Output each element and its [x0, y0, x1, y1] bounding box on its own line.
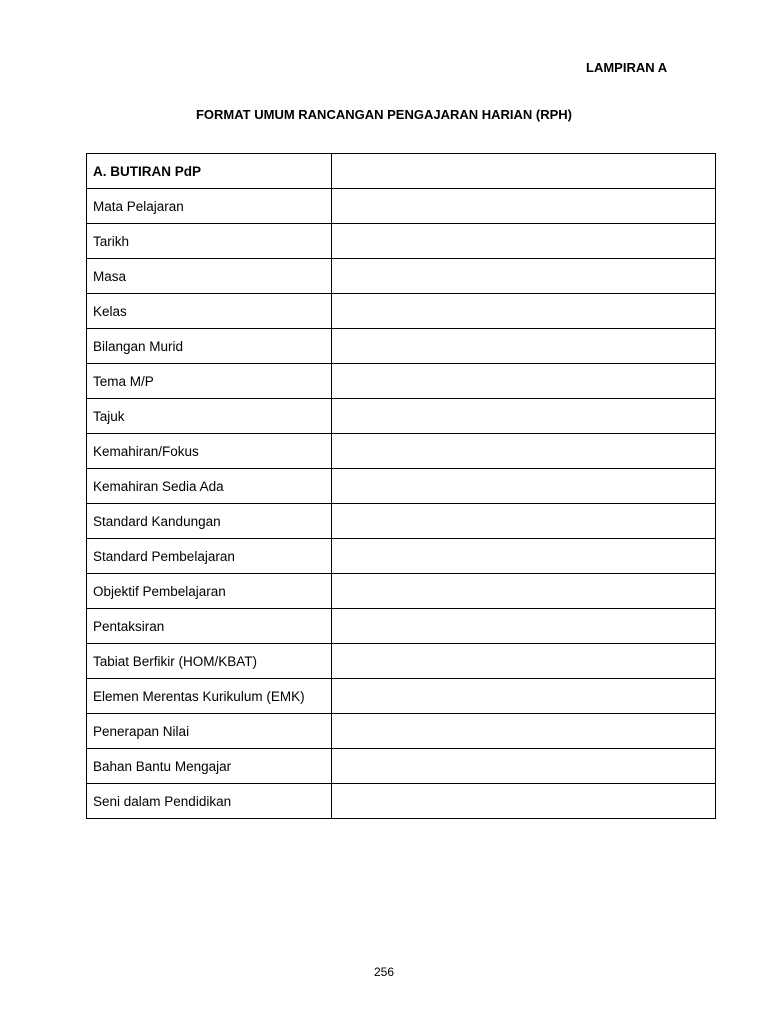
row-label: Mata Pelajaran [87, 189, 332, 224]
table-row [87, 259, 716, 294]
table-header-value [332, 154, 716, 189]
table-row [87, 539, 716, 574]
row-value-field [332, 224, 716, 259]
table-row [87, 469, 716, 504]
table-row [87, 784, 716, 819]
table-row [87, 364, 716, 399]
row-value-field [332, 469, 716, 504]
page-number: 256 [373, 965, 395, 979]
table-row [87, 504, 716, 539]
table-row [87, 294, 716, 329]
row-label: Tabiat Berfikir (HOM/KBAT) [87, 644, 332, 679]
row-value-field [332, 784, 716, 819]
row-label: Standard Kandungan [87, 504, 332, 539]
row-label: Seni dalam Pendidikan [87, 784, 332, 819]
table-row [87, 399, 716, 434]
row-label: Kemahiran Sedia Ada [87, 469, 332, 504]
row-value-field [332, 259, 716, 294]
table-row [87, 224, 716, 259]
row-value-field [332, 294, 716, 329]
row-label: Tajuk [87, 399, 332, 434]
row-label: Kemahiran/Fokus [87, 434, 332, 469]
row-value-field [332, 714, 716, 749]
document-title: FORMAT UMUM RANCANGAN PENGAJARAN HARIAN (RPH) [195, 107, 573, 122]
row-value-field [332, 504, 716, 539]
row-label: Tarikh [87, 224, 332, 259]
row-label: Bahan Bantu Mengajar [87, 749, 332, 784]
table-row [87, 574, 716, 609]
row-label: Objektif Pembelajaran [87, 574, 332, 609]
row-label: Elemen Merentas Kurikulum (EMK) [87, 679, 332, 714]
table-row [87, 609, 716, 644]
appendix-label: LAMPIRAN A [586, 60, 668, 75]
row-label: Standard Pembelajaran [87, 539, 332, 574]
table-row [87, 749, 716, 784]
row-value-field [332, 609, 716, 644]
row-label: Kelas [87, 294, 332, 329]
table-header-label: A. BUTIRAN PdP [87, 154, 332, 189]
row-label: Penerapan Nilai [87, 714, 332, 749]
row-label: Tema M/P [87, 364, 332, 399]
row-value-field [332, 399, 716, 434]
row-value-field [332, 679, 716, 714]
table-row [87, 434, 716, 469]
table-row [87, 329, 716, 364]
row-value-field [332, 749, 716, 784]
row-value-field [332, 539, 716, 574]
row-value-field [332, 644, 716, 679]
rph-details-table [86, 153, 716, 819]
row-value-field [332, 329, 716, 364]
row-value-field [332, 364, 716, 399]
row-label: Bilangan Murid [87, 329, 332, 364]
table-row [87, 714, 716, 749]
row-value-field [332, 434, 716, 469]
table-row [87, 644, 716, 679]
table-row [87, 189, 716, 224]
row-value-field [332, 574, 716, 609]
table-header-row [87, 154, 716, 189]
row-label: Masa [87, 259, 332, 294]
row-value-field [332, 189, 716, 224]
row-label: Pentaksiran [87, 609, 332, 644]
table-row [87, 679, 716, 714]
